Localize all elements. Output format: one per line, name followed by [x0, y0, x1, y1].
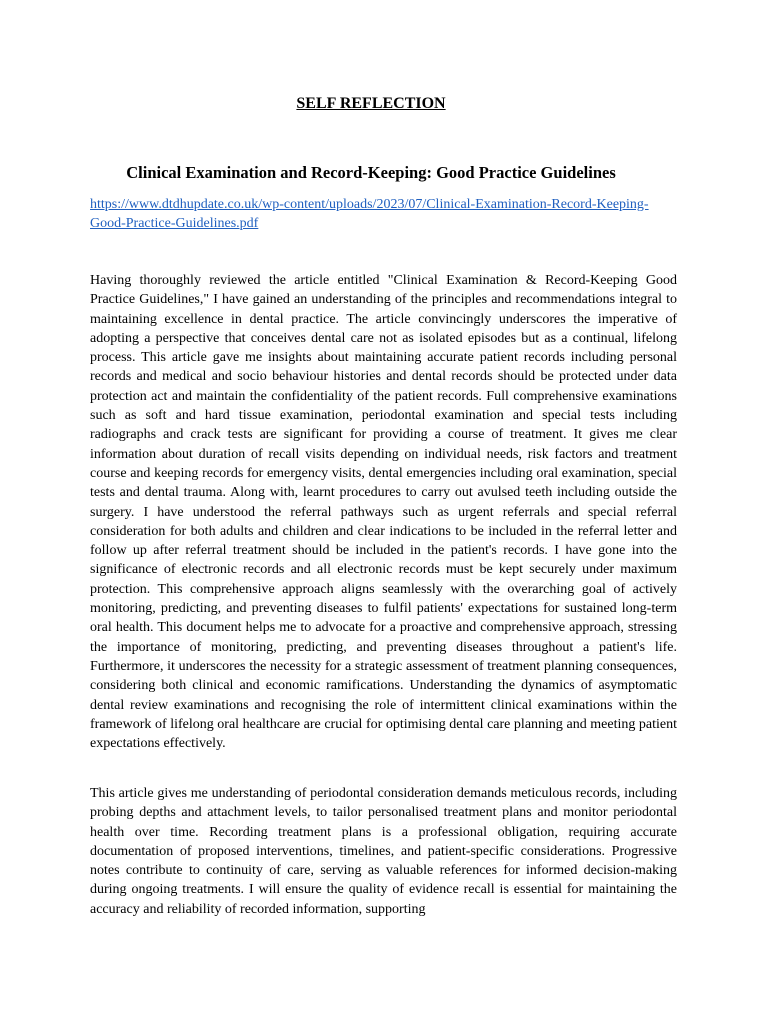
- guidelines-link[interactable]: https://www.dtdhupdate.co.uk/wp-content/uploads/2023/07/Clinical-Examination-Record-Keeping-Good-Practice-Guidelines.pdf: [90, 197, 649, 231]
- paragraph-2: This article gives me understanding of periodontal consideration demands meticulous records, including probing depths and attachment levels, to tailor personalised treatment plans and monitor periodontal health over time. Recording treatment plans is a professional obligation, requiring accurate documentation of proposed interventions, timelines, and patient-specific considerations. Progressive notes contribute to continuity of care, serving as valuable references for informed decision-making during ongoing treatments. I will ensure the quality of evidence recall is essential for maintaining the accuracy and reliability of recorded information, supporting: [90, 786, 677, 917]
- document-subtitle: Clinical Examination and Record-Keeping: Good Practice Guidelines: [126, 163, 616, 182]
- document-title: SELF REFLECTION: [296, 95, 446, 112]
- paragraph-1: Having thoroughly reviewed the article entitled "Clinical Examination & Record-Keeping Good Practice Guidelines," I have gained an understanding of the principles and recommendations integral to maintaining excellence in dental practice. The article convincingly underscores the imperative of adopting a perspective that conceives dental care not as isolated episodes but as a continual, lifelong process. This article gave me insights about maintaining accurate patient records including personal records and medical and socio behaviour histories and dental records should be protected under data protection act and maintain the confidentiality of the patient records. Full comprehensive examinations such as soft and hard tissue examination, periodontal examination and special tests including radiographs and crack tests are significant for providing a course of treatment. It gives me clear information about duration of recall visits depending on individual needs, risk factors and treatment course and keeping records for emergency visits, dental emergencies including oral examination, special tests and dental trauma. Along with, learnt procedures to carry out avulsed teeth including outside the surgery. I have understood the referral pathways such as urgent referrals and special referral consideration for both adults and children and clear indications to be included in the referral letter and follow up after referral treatment should be included in the patient's records. I have gone into the significance of electronic records and all electronic records must be kept securely under maximum protection. This comprehensive approach aligns seamlessly with the overarching goal of actively monitoring, predicting, and preventing diseases to fulfil patients' expectations for sustained long-term oral health. This document helps me to advocate for a proactive and comprehensive approach, stressing the importance of monitoring, predicting, and preventing diseases throughout a patient's life. Furthermore, it underscores the necessity for a strategic assessment of treatment planning consequences, considering both clinical and economic ramifications. Understanding the dynamics of asymptomatic dental review examinations and recognising the role of intermittent clinical examinations within the framework of lifelong oral healthcare are crucial for optimising dental care planning and meeting patient expectations effectively.: [90, 273, 677, 752]
